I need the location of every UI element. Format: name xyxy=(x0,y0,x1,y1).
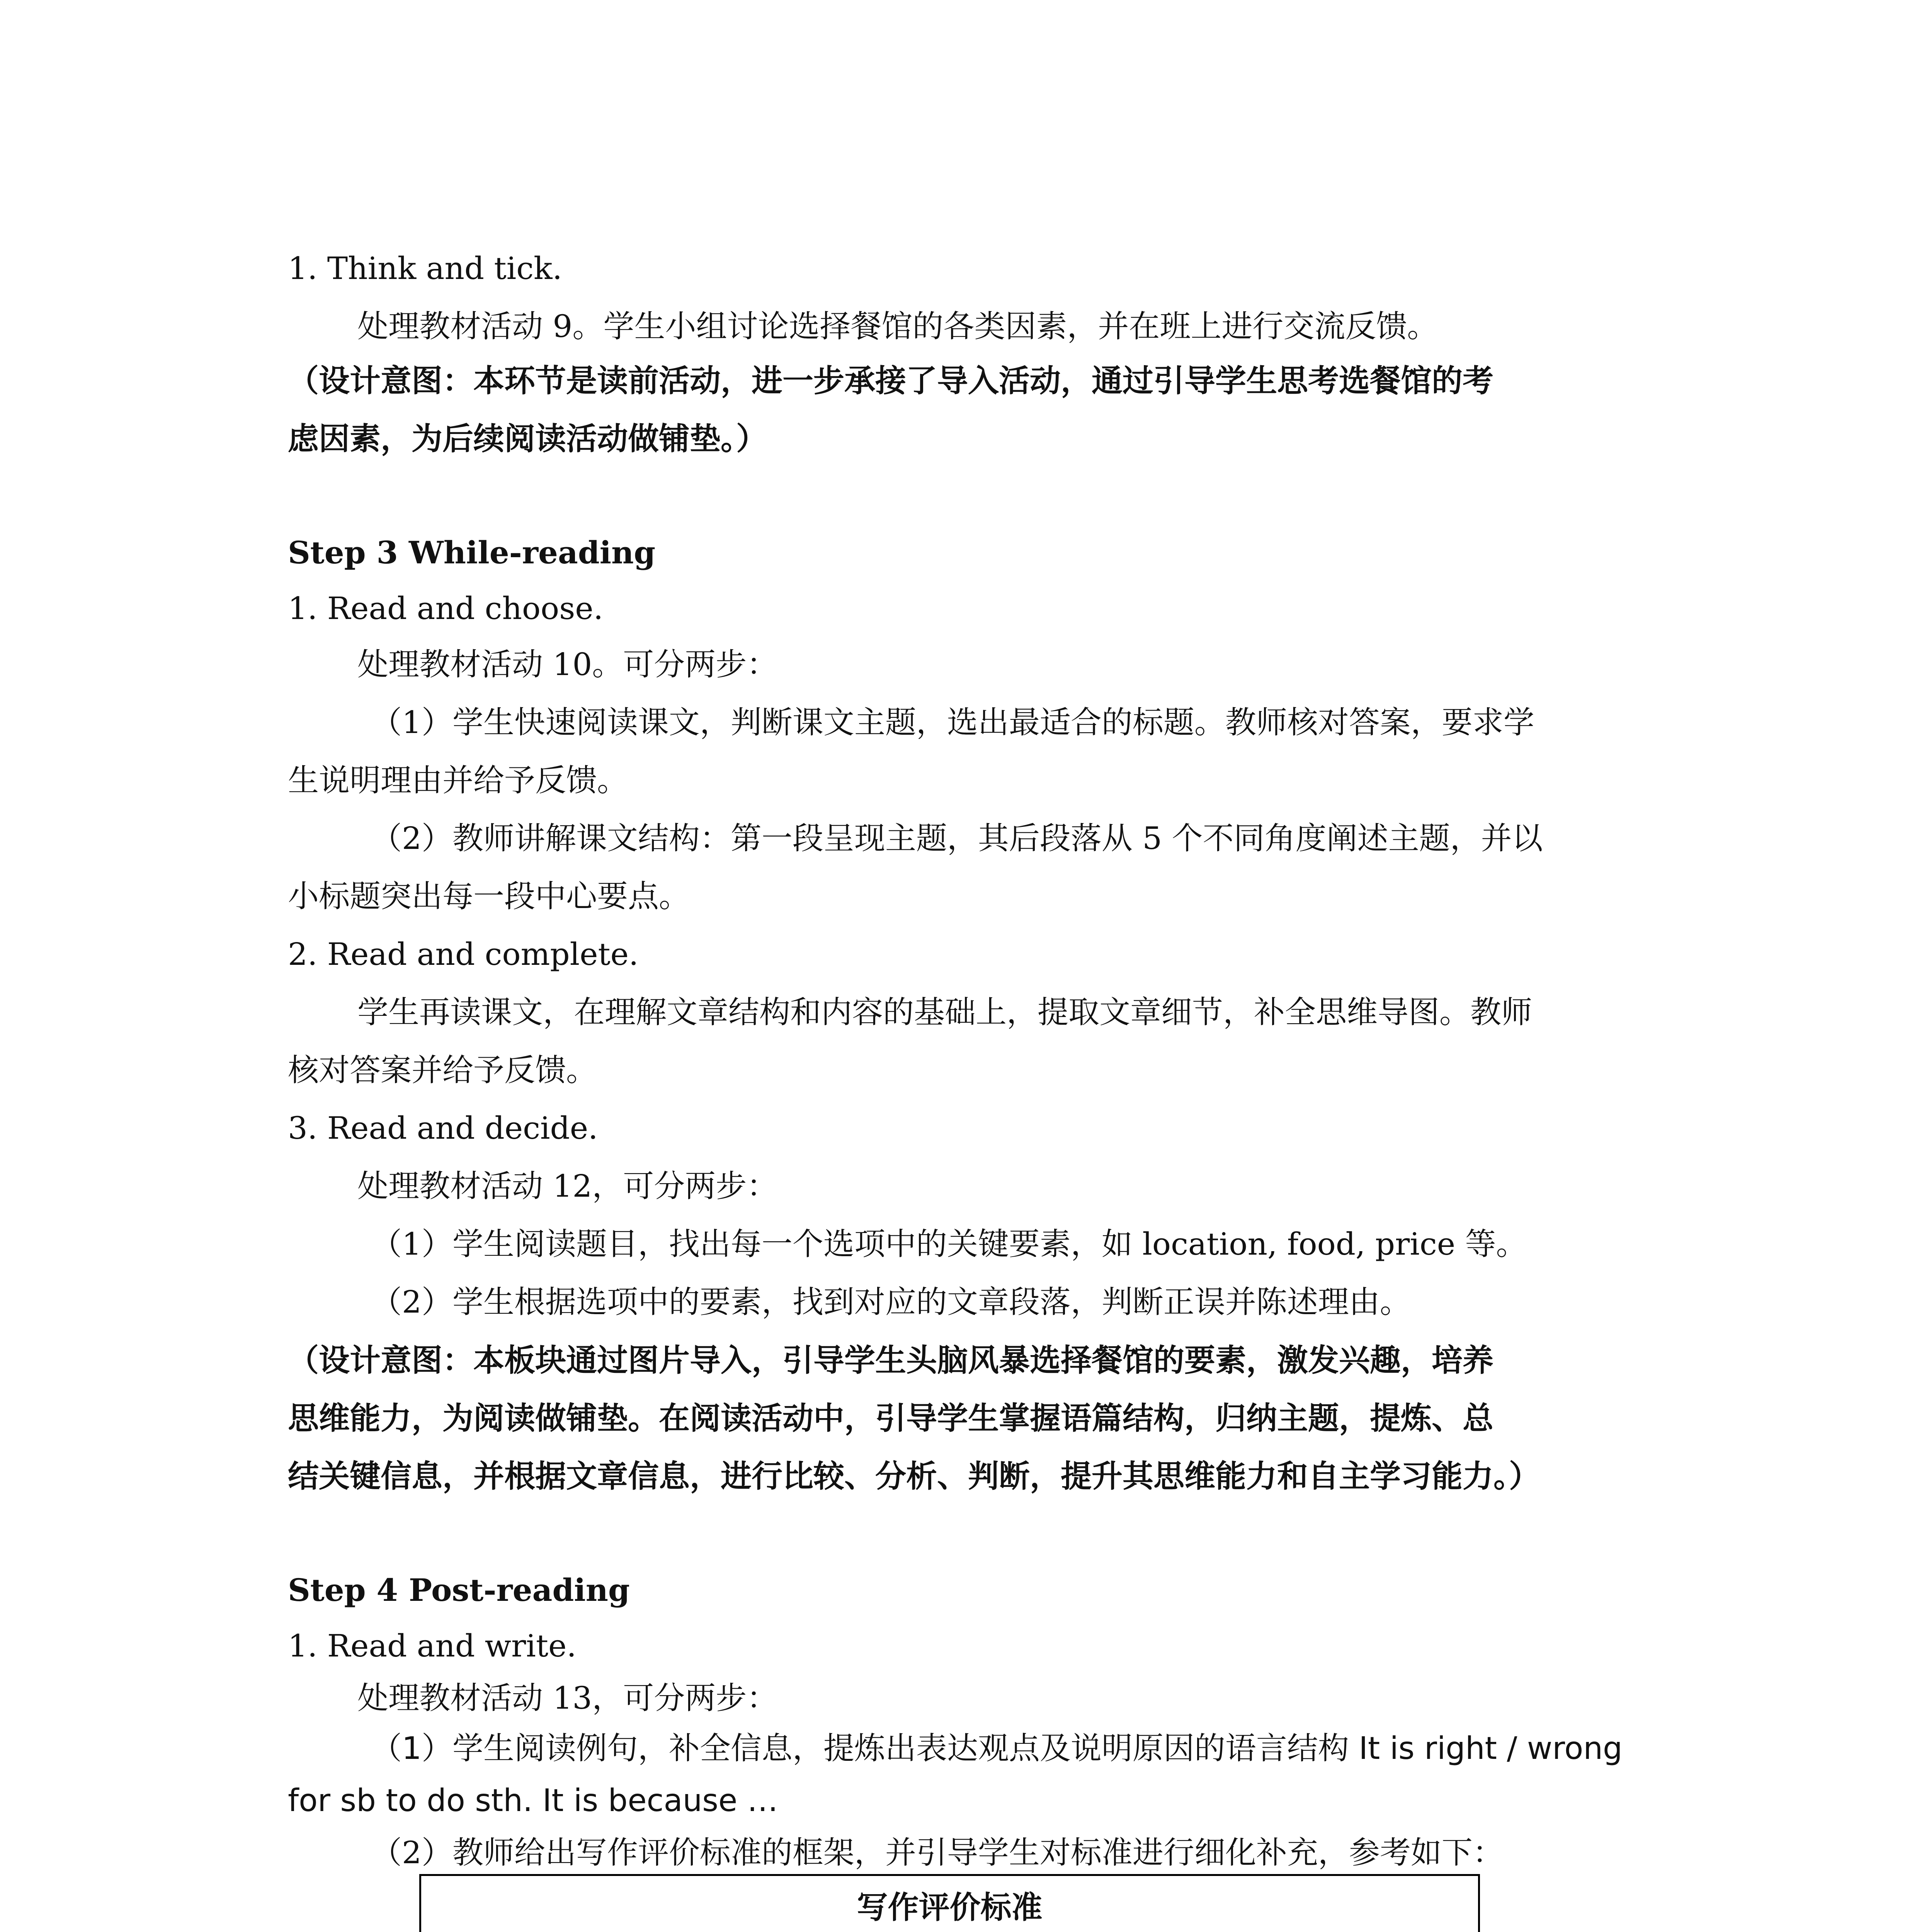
step3-item2-line2: 核对答案并给予反馈。 xyxy=(288,1052,597,1088)
step4-step1-line1: （1）学生阅读例句，补全信息，提炼出表达观点及说明原因的语言结构 It is right / wrong xyxy=(371,1730,1623,1766)
design-intent-while-line2: 思维能力，为阅读做铺垫。在阅读活动中，引导学生掌握语篇结构，归纳主题，提炼、总 xyxy=(288,1400,1493,1436)
step3-item1-step2-line1: （2）教师讲解课文结构：第一段呈现主题，其后段落从 5 个不同角度阐述主题，并以 xyxy=(371,820,1543,856)
pre-reading-item-text: 处理教材活动 9。学生小组讨论选择餐馆的各类因素，并在班上进行交流反馈。 xyxy=(357,308,1438,344)
step3-item3-step1: （1）学生阅读题目，找出每一个选项中的关键要素，如 location, food, price 等。 xyxy=(371,1226,1527,1262)
step3-item1-title: 1. Read and choose. xyxy=(288,590,604,626)
step3-item1-intro: 处理教材活动 10。可分两步： xyxy=(357,646,778,682)
step3-item3-intro: 处理教材活动 12，可分两步： xyxy=(357,1168,778,1204)
step4-item1-intro: 处理教材活动 13，可分两步： xyxy=(357,1680,778,1716)
design-intent-pre-line1: （设计意图：本环节是读前活动，进一步承接了导入活动，通过引导学生思考选餐馆的考 xyxy=(288,362,1493,399)
step4-heading: Step 4 Post-reading xyxy=(288,1572,630,1608)
design-intent-pre-line2: 虑因素，为后续阅读活动做铺垫。） xyxy=(288,420,767,457)
step3-item1-step1-line2: 生说明理由并给予反馈。 xyxy=(288,762,628,798)
step4-item1-title: 1. Read and write. xyxy=(288,1628,577,1664)
step4-step1-line2: for sb to do sth. It is because … xyxy=(288,1782,778,1818)
design-intent-while-line3: 结关键信息，并根据文章信息，进行比较、分析、判断，提升其思维能力和自主学习能力。） xyxy=(288,1458,1540,1494)
step3-item2-line1: 学生再读课文，在理解文章结构和内容的基础上，提取文章细节，补全思维导图。教师 xyxy=(357,994,1532,1030)
step3-item3-title: 3. Read and decide. xyxy=(288,1110,598,1146)
pre-reading-item-title: 1. Think and tick. xyxy=(288,250,562,286)
step4-step2: （2）教师给出写作评价标准的框架，并引导学生对标准进行细化补充，参考如下： xyxy=(371,1835,1504,1871)
table-header-row xyxy=(420,1875,1479,1932)
design-intent-while-line1: （设计意图：本板块通过图片导入，引导学生头脑风暴选择餐馆的要素，激发兴趣，培养 xyxy=(288,1342,1493,1378)
step3-item1-step2-line2: 小标题突出每一段中心要点。 xyxy=(288,878,690,914)
step3-item3-step2: （2）学生根据选项中的要素，找到对应的文章段落，判断正误并陈述理由。 xyxy=(371,1284,1411,1320)
step3-item2-title: 2. Read and complete. xyxy=(288,936,639,972)
table-title: 写作评价标准 xyxy=(420,1875,1479,1932)
writing-criteria-table xyxy=(419,1874,1480,1932)
step3-heading: Step 3 While-reading xyxy=(288,534,656,571)
step3-item1-step1-line1: （1）学生快速阅读课文，判断课文主题，选出最适合的标题。教师核对答案，要求学 xyxy=(371,704,1534,740)
